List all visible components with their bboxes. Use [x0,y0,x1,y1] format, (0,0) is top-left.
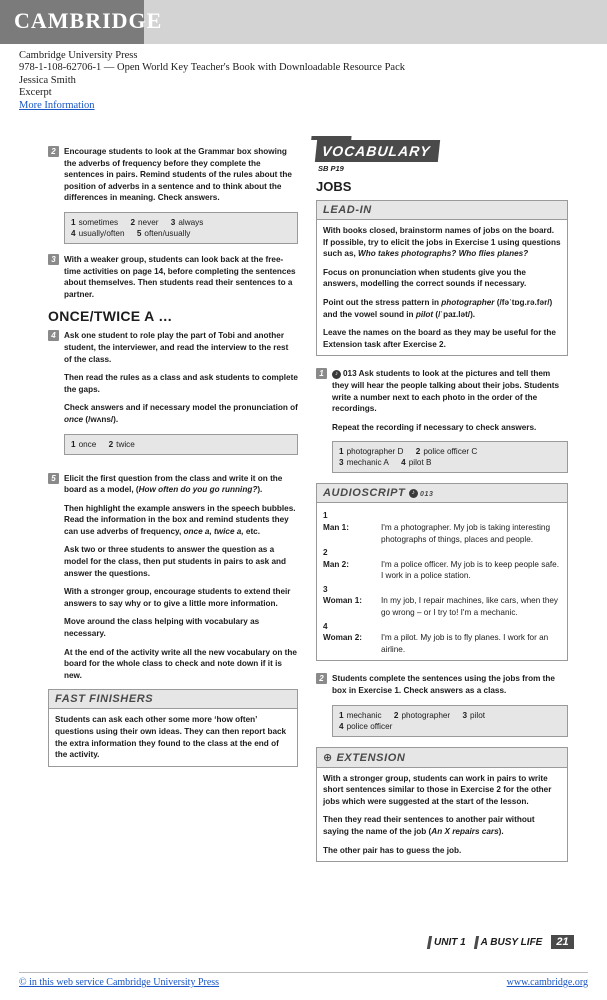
answer-text: once [78,439,97,449]
answer-num: 3 [170,217,176,227]
cambridge-site-link[interactable]: www.cambridge.org [506,977,588,988]
panel-title: ⊕ EXTENSION [317,748,567,768]
answer-text: photographer D [346,447,404,457]
answer-text: mechanic [346,710,382,720]
step-number: 3 [48,254,59,265]
step-text: Students complete the sentences using the jobs from the box in Exercise 1. Check answers as a class. [332,674,555,696]
copyright-link[interactable]: © in this web service Cambridge University Press [19,977,220,988]
script-item-number: 4 [323,621,328,631]
answer-box-step-4 [64,434,298,455]
script-line: Man 1: I'm a photographer. My job is taking interesting photographs of things, places and people. [323,522,551,544]
divider-bar [474,936,479,949]
jobs-heading: JOBS [316,179,352,194]
answer-num: 3 [462,710,468,720]
step-1-right [316,368,568,433]
step-text: Check answers and if necessary model the pronunciation of once (/wʌns/). [64,403,298,424]
answer-num: 4 [71,228,76,238]
step-text: ♪ 013 Ask students to look at the pictures and tell them they will hear the people talking about their jobs. Students write a number next to each photo in the order of the recordings. [332,369,560,414]
students-book-ref: SB P19 [318,164,344,173]
script-item-number: 3 [323,584,328,594]
step-number: 4 [48,330,59,341]
panel-title: FAST FINISHERS [49,690,297,709]
answer-box-step-1 [332,441,568,473]
step-text: Ask one student to role play the part of Tobi and another student, the interviewer, and read the interview to the rest of the class. [64,331,289,364]
unit-label: UNIT 1 [434,936,466,948]
step-2-left [48,146,298,204]
panel-text: Point out the stress pattern in photographer (/fəˈtɒɡ.rə.fər/) and the vowel sound in pilot (/ˈpaɪ.lət/). [323,297,553,319]
extension-panel [316,747,568,863]
answer-num: 1 [71,217,76,227]
step-3-left [48,254,298,300]
answer-text: pilot [470,710,486,720]
step-4-left [48,330,298,425]
header-banner [0,0,607,44]
step-2-right [316,673,568,696]
answer-num: 4 [401,458,406,468]
logo-text: CAMBRIDGE [14,8,163,33]
answer-num: 1 [71,439,76,449]
audioscript-panel [316,483,568,661]
author: Jessica Smith [19,74,76,86]
panel-text: Students can ask each other some more ‘how often’ questions using their own ideas. They can then report back the extra information they found to the class at the end of the activity. [55,715,287,760]
answer-text: police officer [346,721,393,731]
step-number: 5 [48,473,59,484]
isbn-line: 978-1-108-62706-1 — Open World Key Teacher's Book with Downloadable Resource Pack [19,62,406,74]
panel-title: AUDIOSCRIPT ♪ 013 [317,484,567,503]
doc-type: Excerpt [19,87,52,99]
step-number: 2 [316,673,327,684]
audio-icon: ♪ [332,370,341,379]
panel-text: With books closed, brainstorm names of jobs on the board. If possible, try to elicit the jobs in Exercise 1 using questions such as, Who takes photographs? Who flies planes? [323,226,561,259]
step-text: With a weaker group, students can look back at the free-time activities on page 14, before completing the sentences about themselves. Then students read their sentences to a partner. [64,254,296,299]
answer-num: 4 [339,721,344,731]
step-text: Move around the class helping with vocabulary as necessary. [64,617,260,639]
answer-num: 1 [339,710,344,720]
plus-circle-icon: ⊕ [323,751,333,764]
answer-text: usually/often [78,228,125,238]
answer-text: twice [116,439,135,449]
once-twice-heading: ONCE/TWICE A … [48,308,173,325]
left-column [48,146,298,779]
publisher: Cambridge University Press [19,50,138,61]
script-line: Woman 1: In my job, I repair machines, like cars, when they go wrong – or I try to! I'm a mechanic. [323,596,559,618]
step-text: Ask two or three students to answer the question as a model for the class, then put students in pairs to ask and answer the questions. [64,545,287,578]
panel-title: LEAD-IN [317,201,567,220]
answer-text: pilot B [408,458,432,468]
audio-icon: ♪ [409,489,418,498]
answer-text: sometimes [78,217,119,227]
lead-in-panel [316,200,568,356]
unit-title: A BUSY LIFE [480,936,543,948]
step-text: Then read the rules as a class and ask students to complete the gaps. [64,373,298,394]
answer-text: photographer [401,710,451,720]
right-column [316,140,568,874]
answer-num: 2 [393,710,399,720]
script-line: Man 2: I'm a police officer. My job is to keep people safe. I work in a police station. [323,559,559,581]
fast-finishers-panel [48,689,298,766]
answer-text: never [138,217,159,227]
answer-box-step-2 [64,212,298,244]
answer-num: 1 [339,447,344,457]
script-item-number: 1 [323,511,328,521]
answer-box-step-2-right [332,705,568,737]
answer-num: 2 [130,217,135,227]
divider-bar [427,936,432,949]
answer-text: often/usually [144,228,191,238]
answer-text: mechanic A [346,458,389,468]
answer-num: 5 [136,228,142,238]
step-5-left [48,473,298,682]
unit-footer [428,935,574,949]
panel-text: The other pair has to guess the job. [323,845,462,855]
answer-text: always [178,217,204,227]
step-text: At the end of the activity write all the new vocabulary on the board for the whole class to check and note down if it is new. [64,647,297,680]
step-text: Encourage students to look at the Grammar box showing the adverbs of frequency before they complete the sentences in pairs. Remind students of the rules about the position of adverbs in a sentence and to think about the differences in meaning. Check answers. [64,147,292,203]
step-text: Elicit the first question from the class and write it on the board as a model, (How often do you go running?). [64,473,283,495]
step-number: 1 [316,368,327,379]
answer-num: 2 [415,447,421,457]
script-line: Woman 2: I'm a pilot. My job is to fly planes. I work for an airline. [323,633,549,654]
cambridge-logo [0,0,163,44]
vocabulary-tag: VOCABULARY [315,140,440,162]
page-number: 21 [551,935,573,949]
step-text: Then highlight the example answers in the speech bubbles. Read the information in the box and remind students they can use adverbs of frequency, once a, twice a, etc. [64,503,296,536]
more-information-link[interactable]: More Information [19,99,95,111]
script-item-number: 2 [323,548,328,558]
step-number: 2 [48,146,59,157]
answer-text: police officer C [423,447,478,457]
step-text: Repeat the recording if necessary to check answers. [332,422,537,432]
answer-num: 3 [339,458,344,468]
panel-text: Focus on pronunciation when students give you the answers, modelling the correct sounds if necessary. [323,267,527,289]
book-meta [19,50,405,112]
panel-text: Leave the names on the board as they may be useful for the Extension task after Exercise 2. [323,328,556,349]
footer-divider [19,972,588,973]
panel-text: With a stronger group, students can work in pairs to write short sentences similar to those in Exercise 2 for the other jobs which were suggested at the start of the lesson. [323,773,552,806]
step-text: With a stronger group, encourage students to extend their answers to say why or to give a little more information. [64,587,291,608]
answer-num: 2 [108,439,114,449]
panel-text: Then they read their sentences to another pair without saying the name of the job (An X repairs cars). [323,815,535,836]
